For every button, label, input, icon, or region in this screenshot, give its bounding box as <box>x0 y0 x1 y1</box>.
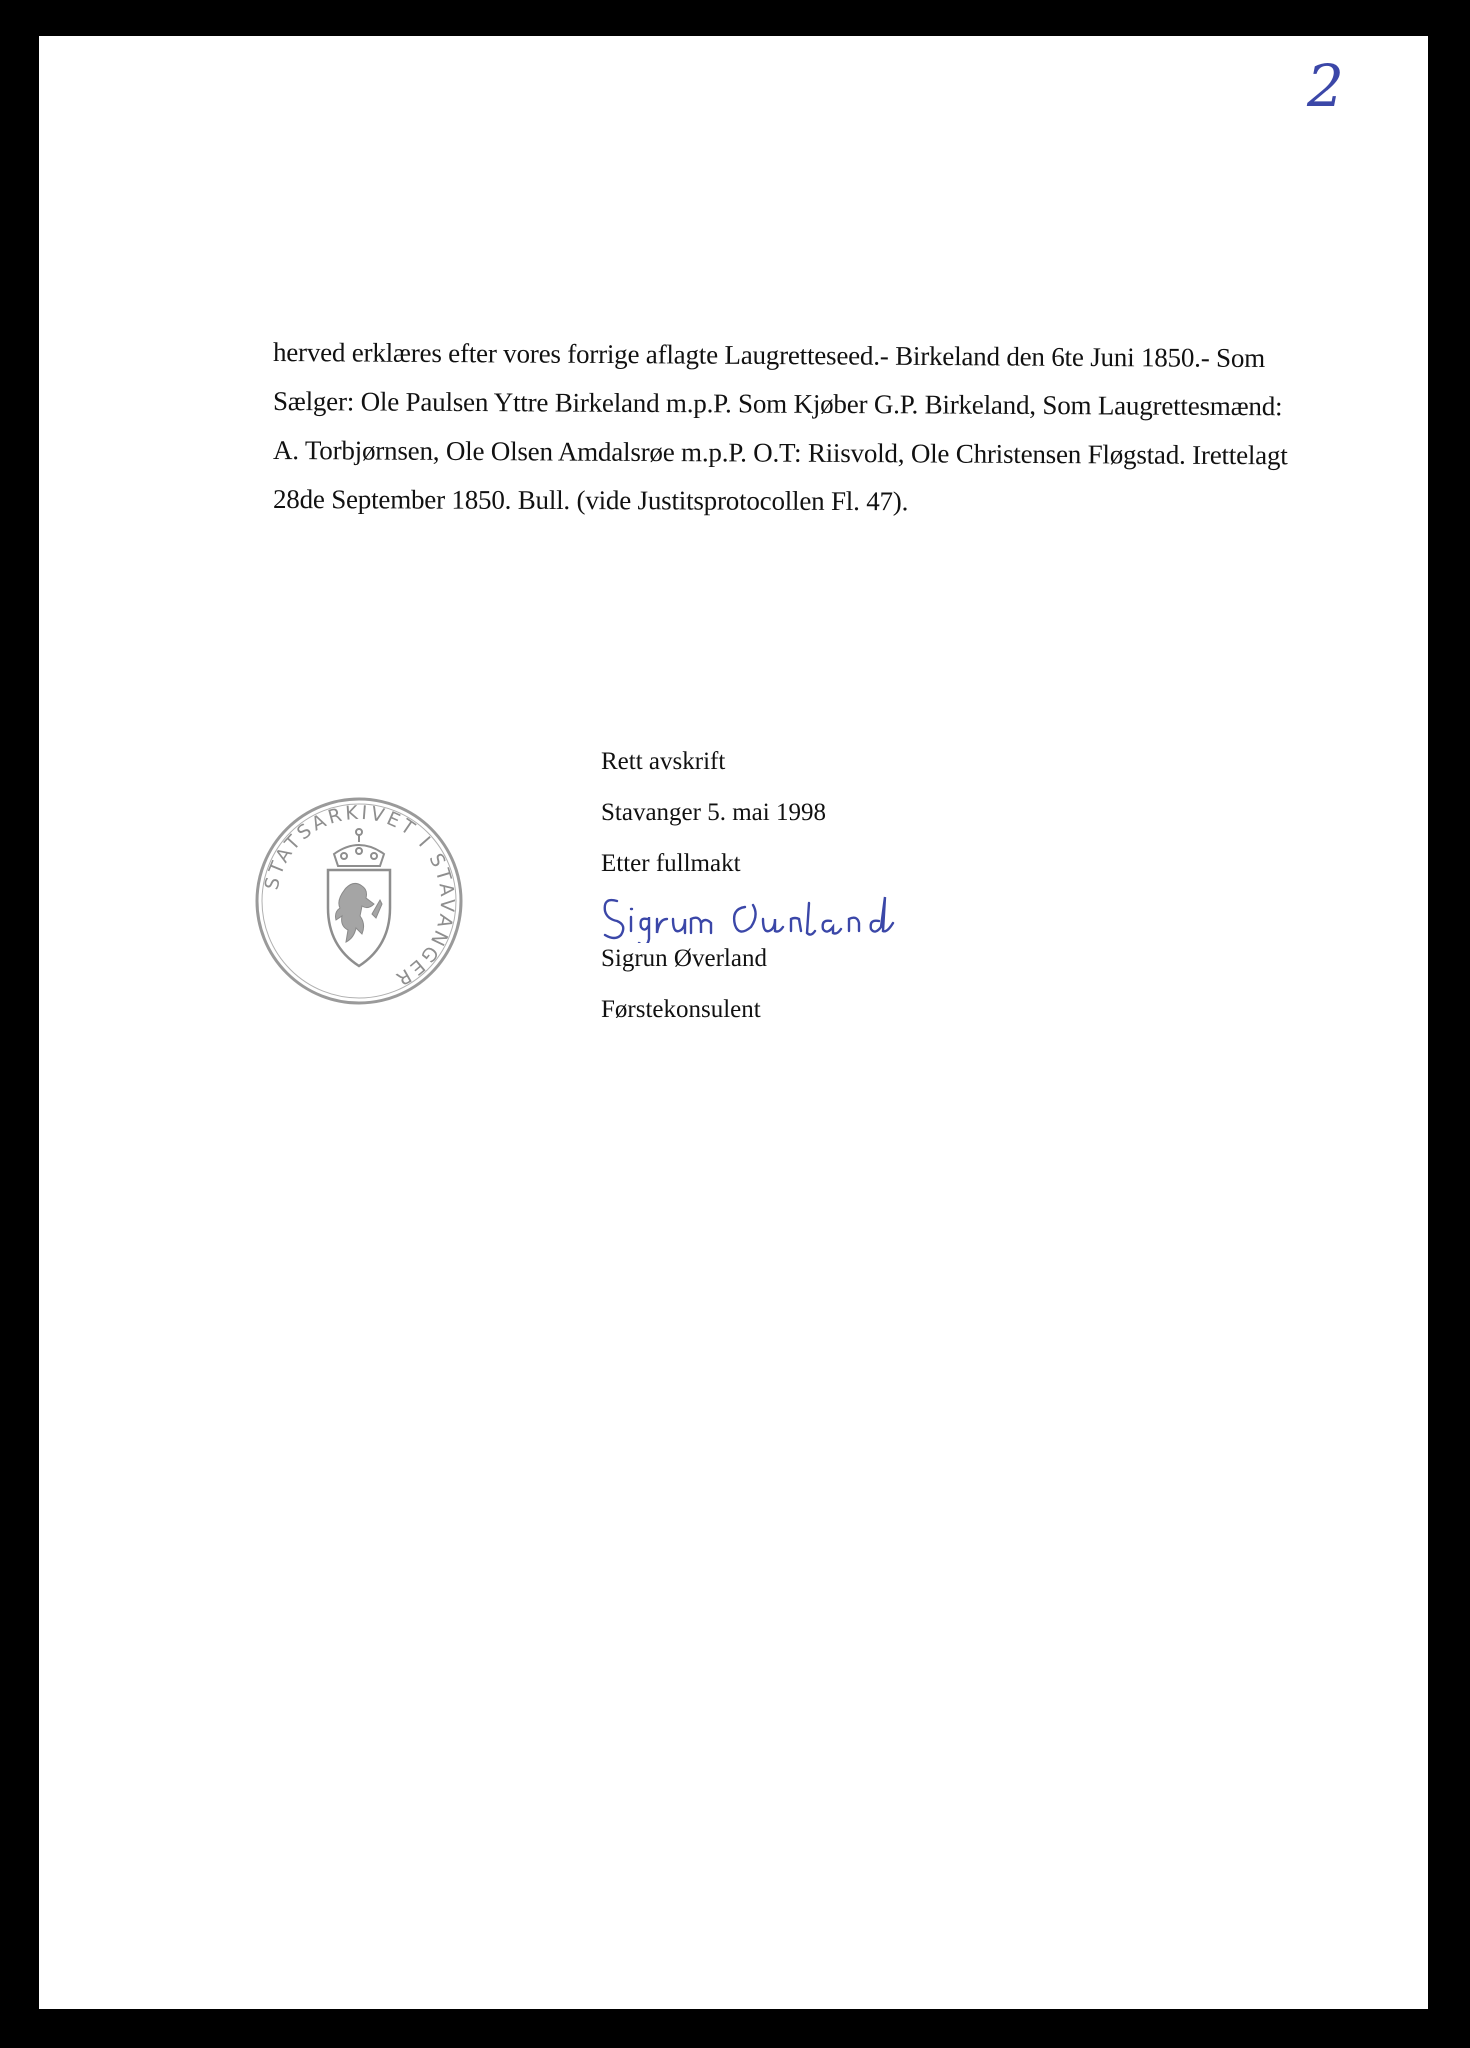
document-page <box>39 36 1428 2009</box>
page-number: 2 <box>1307 52 1344 120</box>
body-line: 28de September 1850. Bull. (vide Justitsprotocollen Fl. 47). <box>272 484 909 517</box>
signer-title: Førstekonsulent <box>601 996 761 1023</box>
statsarkivet-seal-icon <box>254 796 464 1006</box>
certification-block <box>601 736 1021 1035</box>
body-line: Sælger: Ole Paulsen Yttre Birkeland m.p.P. Som Kjøber G.P. Birkeland, Som Laugrettesmænd: <box>272 386 1283 422</box>
body-line: A. Torbjørnsen, Ole Olsen Amdalsrøe m.p.P. O.T: Riisvold, Ole Christensen Fløgstad. Irettelagt <box>272 435 1288 471</box>
body-paragraph <box>273 328 1415 524</box>
body-line: herved erklæres efter vores forrige aflagte Laugretteseed.- Birkeland den 6te Juni 1850.- Som <box>272 337 1266 374</box>
seal-text: STATSARKIVET I STAVANGER <box>260 801 459 992</box>
certification-place-date: Stavanger 5. mai 1998 <box>601 799 826 826</box>
certification-authority: Etter fullmakt <box>601 850 741 877</box>
signer-name: Sigrun Øverland <box>601 945 767 972</box>
certification-statement: Rett avskrift <box>601 748 726 775</box>
